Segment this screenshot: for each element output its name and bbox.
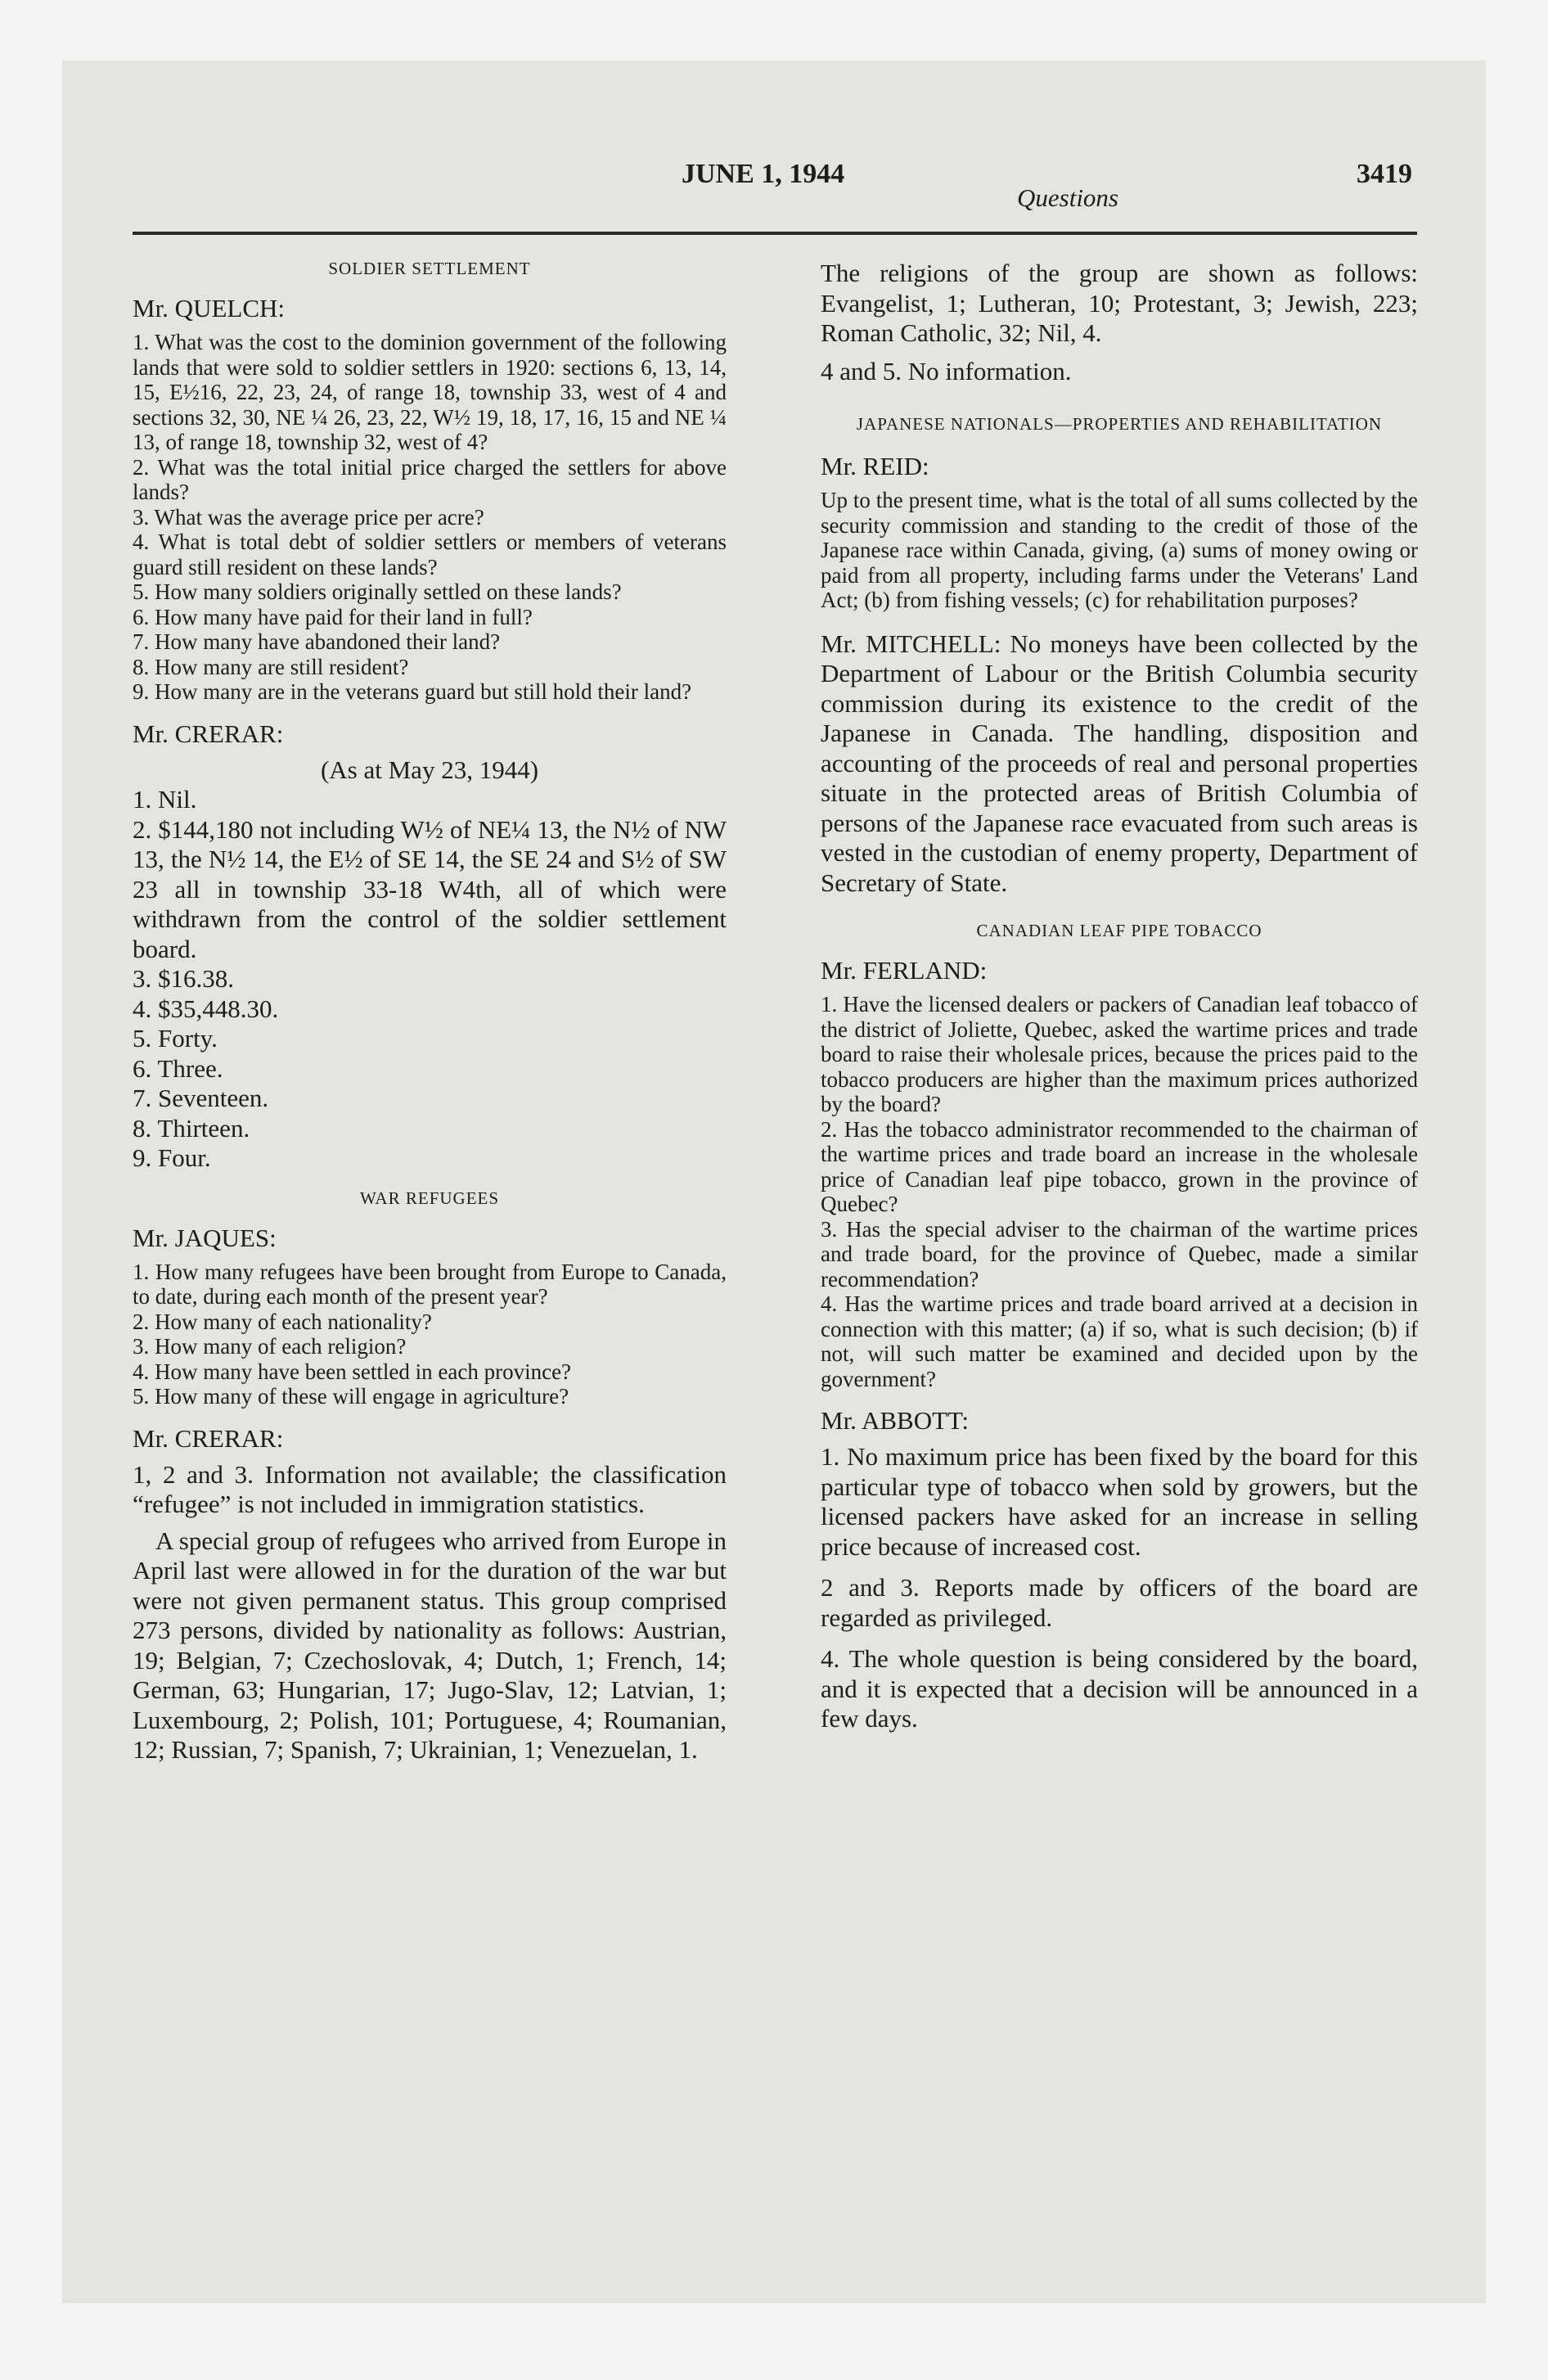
tobacco-question-3: 3. Has the special adviser to the chairman of the wartime prices and trade board, for the province of Quebec, made a similar recommendation? [821, 1216, 1418, 1291]
question-8: 8. How many are still resident? [133, 654, 409, 679]
tobacco-answer-4: 4. The whole question is being considered by the board, and it is expected that a decision will be announced in a few days. [821, 1644, 1418, 1733]
question-2: 2. What was the total initial price charged the settlers for above lands? [133, 454, 727, 504]
refugee-answer-1: 1, 2 and 3. Information not available; the classification “refugee” is not included in immigration statistics. [133, 1459, 727, 1518]
speaker-crerar: Mr. CRERAR: [133, 719, 284, 748]
speaker-crerar-2: Mr. CRERAR: [133, 1423, 284, 1453]
answer-8: 8. Thirteen. [133, 1113, 250, 1143]
question-3: 3. What was the average price per acre? [133, 504, 484, 530]
speaker-abbott: Mr. ABBOTT: [821, 1406, 970, 1435]
tobacco-answer-1: 1. No maximum price has been fixed by the board for this particular type of tobacco when sold by growers, but the licensed packers have asked for an increase in selling price because of increased cost. [821, 1442, 1418, 1561]
as-at-date: (As at May 23, 1944) [320, 755, 539, 784]
question-9: 9. How many are in the veterans guard but still hold their land? [133, 679, 692, 704]
question-4: 4. What is total debt of soldier settlers or members of veterans guard still resident on these lands? [133, 530, 727, 579]
tobacco-question-1: 1. Have the licensed dealers or packers of Canadian leaf tobacco of the district of Joliette, Quebec, asked the wartime prices and trade board to raise their wholesale prices, because the prices paid to the tobacco producers are higher than the maximum prices authorized by the board? [821, 992, 1418, 1116]
question-5: 5. How many soldiers originally settled on these lands? [133, 579, 622, 604]
header-section: Questions [1017, 183, 1118, 212]
right-column [821, 259, 1418, 1734]
section-heading-tobacco: CANADIAN LEAF PIPE TOBACCO [976, 921, 1262, 940]
question-6: 6. How many have paid for their land in full? [133, 604, 533, 629]
refugee-question-3: 3. How many of each religion? [133, 1334, 407, 1359]
no-information: 4 and 5. No information. [821, 356, 1072, 385]
refugee-question-5: 5. How many of these will engage in agriculture? [133, 1384, 569, 1409]
speaker-ferland: Mr. FERLAND: [821, 956, 988, 985]
tobacco-question-4: 4. Has the wartime prices and trade board arrived at a decision in connection with this matter; (a) if so, what is such decision; (b) if not, will such matter be examined and decided upon by the government? [821, 1291, 1418, 1391]
answer-4: 4. $35,448.30. [133, 994, 279, 1023]
speaker-jaques: Mr. JAQUES: [133, 1223, 277, 1252]
answer-5: 5. Forty. [133, 1024, 218, 1053]
answer-7: 7. Seventeen. [133, 1084, 269, 1112]
mitchell-answer: Mr. MITCHELL: No moneys have been collected by the Department of Labour or the British Columbia security commission during its existence to the credit of the Japanese in Canada. The handling, disposition and accounting of the proceeds of real and personal properties situate in the protected areas of British Columbia of persons of the Japanese race evacuated from such areas is vested in the custodian of enemy property, Department of Secretary of State. [821, 629, 1418, 897]
tobacco-question-2: 2. Has the tobacco administrator recommended to the chairman of the wartime prices and trade board an increase in the wholesale price of Canadian leaf pipe tobacco, grown in the province of Quebec? [821, 1116, 1418, 1216]
answer-6: 6. Three. [133, 1053, 223, 1083]
tobacco-answer-2-3: 2 and 3. Reports made by officers of the board are regarded as privileged. [821, 1573, 1418, 1632]
left-column [133, 259, 727, 1765]
question-7: 7. How many have abandoned their land? [133, 629, 501, 654]
answer-9: 9. Four. [133, 1143, 211, 1172]
section-heading-soldier-settlement: SOLDIER SETTLEMENT [328, 259, 531, 278]
reid-question: Up to the present time, what is the total of all sums collected by the security commission and standing to the credit of those of the Japanese race within Canada, giving, (a) sums of money owing or paid from all property, including farms under the Veterans' Land Act; (b) from fishing vessels; (c) for rehabilitation purposes? [821, 488, 1418, 612]
answer-3: 3. $16.38. [133, 964, 234, 993]
refugee-question-2: 2. How many of each nationality? [133, 1309, 432, 1334]
header-page-number: 3419 [1357, 159, 1412, 189]
speaker-reid: Mr. REID: [821, 452, 929, 480]
header-date: JUNE 1, 1944 [682, 159, 845, 189]
speaker-quelch: Mr. QUELCH: [133, 294, 285, 322]
refugee-answer-2: A special group of refugees who arrived from Europe in April last were allowed in for the duration of the war but were not given permanent status. This group comprised 273 persons, divided by nationality as follows: Austrian, 19; Belgian, 7; Czechoslovak, 4; Dutch, 1; French, 14; German, 63; Hungarian, 17; Jugo-Slav, 12; Latvian, 1; Luxembourg, 2; Polish, 101; Portuguese, 4; Roumanian, 12; Russian, 7; Spanish, 7; Ukrainian, 1; Venezuelan, 1. [133, 1526, 727, 1764]
section-heading-japanese-nationals: JAPANESE NATIONALS—PROPERTIES AND REHABILITATION [856, 414, 1383, 434]
religions-paragraph: The religions of the group are shown as follows: Evangelist, 1; Lutheran, 10; Protestant, 3; Jewish, 223; Roman Catholic, 32; Nil, 4. [821, 259, 1418, 347]
refugee-question-4: 4. How many have been settled in each province? [133, 1359, 572, 1384]
question-1: 1. What was the cost to the dominion government of the following lands that were sold to soldier settlers in 1920: sections 6, 13, 14, 15, E½16, 22, 23, 24, of range 18, township 33, west of 4 and sections 32, 30, NE ¼ 26, 23, 22, W½ 19, 18, 17, 16, 15 and NE ¼ 13, of range 18, township 32, west of 4? [133, 330, 727, 454]
refugee-question-1: 1. How many refugees have been brought from Europe to Canada, to date, during each month of the present year? [133, 1259, 727, 1309]
header-rule [133, 232, 1417, 235]
answer-1: 1. Nil. [133, 785, 197, 814]
section-heading-war-refugees: WAR REFUGEES [359, 1188, 500, 1208]
answer-2: 2. $144,180 not including W½ of NE¼ 13, the N½ of NW 13, the N½ 14, the E½ of SE 14, the SE 24 and S½ of SW 23 all in township 33-18 W4th, all of which were withdrawn from the control of the soldier settlement board. [133, 814, 727, 963]
